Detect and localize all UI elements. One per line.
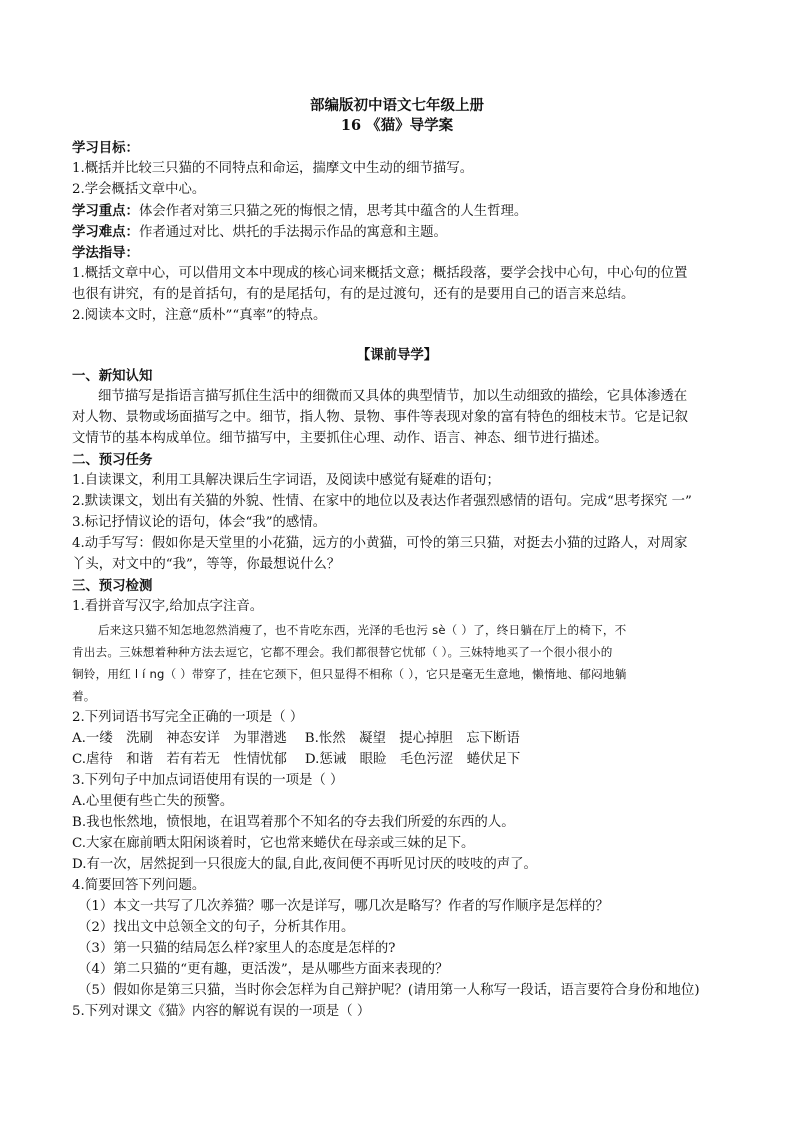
q4-item: （4）第二只猫的“更有趣，更活泼”，是从哪些方面来表现的？ bbox=[78, 962, 449, 977]
q2-option-row bbox=[72, 729, 520, 749]
document-subtitle: 16 《猫》导学案 bbox=[340, 117, 454, 134]
part2-line: 1.自读课文，利用工具解决课后生字词语，及阅读中感觉有疑难的语句； bbox=[72, 473, 500, 488]
q2-option-c: C.虐待 和谐 若有若无 性情忧郁 bbox=[72, 752, 287, 767]
q1-passage-line: 着。 bbox=[72, 689, 96, 703]
q3-option: D.有一次，居然捉到一只很庞大的鼠,自此,夜间便不再听见讨厌的吱吱的声了。 bbox=[72, 857, 537, 872]
part1-line: 对人物、景物或场面描写之中。细节，指人物、景物、事件等表现对象的富有特色的细枝末节。它是记叙 bbox=[72, 410, 688, 425]
q3-option: C.大家在廊前晒太阳闲谈着时，它也常来蜷伏在母亲或三妹的足下。 bbox=[72, 836, 475, 851]
objective-item: 1.概括并比较三只猫的不同特点和命运，揣摩文中生动的细节描写。 bbox=[72, 161, 474, 176]
objective-item: 2.学会概括文章中心。 bbox=[72, 182, 206, 197]
q3-option: B.我也怅然地，愤恨地，在诅骂着那个不知名的夺去我们所爱的东西的人。 bbox=[72, 815, 515, 830]
q2-option-row bbox=[72, 750, 520, 770]
q4-item: （5）假如你是第三只猫，当时你会怎样为自己辩护呢？(请用第一人称写一段话，语言要符合身份和地位) bbox=[78, 983, 700, 998]
objectives-heading: 学习目标： bbox=[72, 140, 139, 156]
key-point-text: 体会作者对第三只猫之死的悔恨之情，思考其中蕴含的人生哲理。 bbox=[138, 204, 528, 219]
method-line: 2.阅读本文时，注意“质朴”“真率”的特点。 bbox=[72, 308, 327, 323]
key-point bbox=[72, 201, 527, 222]
q2-stem: 2.下列词语书写完全正确的一项是（ ） bbox=[72, 710, 304, 725]
difficulty-label: 学习难点： bbox=[72, 224, 139, 240]
key-point-label: 学习重点： bbox=[72, 203, 139, 219]
part3-heading: 三、预习检测 bbox=[72, 578, 153, 594]
q4-item: （1）本文一共写了几次养猫？哪一次是详写，哪几次是略写？作者的写作顺序是怎样的？ bbox=[78, 899, 609, 914]
q4-item: （2）找出文中总领全文的句子，分析其作用。 bbox=[78, 920, 355, 935]
section-title: 【课前导学】 bbox=[356, 347, 438, 363]
q1-passage-line: 肯出去。三妹想着种种方法去逗它，它都不理会。我们都很替它忧郁（ ）。三妹特地买了一个很小很小的 bbox=[72, 645, 613, 659]
q1-passage-line: 后来这只猫不知怎地忽然消瘦了，也不肯吃东西，光泽的毛也污 sè（ ）了，终日躺在厅上的椅下，不 bbox=[98, 623, 627, 637]
q3-stem: 3.下列句子中加点词语使用有误的一项是（ ） bbox=[72, 773, 344, 788]
part1-heading: 一、新知认知 bbox=[72, 368, 153, 384]
difficulty bbox=[72, 222, 447, 243]
q2-option-b: B.怅然 凝望 提心掉胆 忘下断语 bbox=[304, 731, 520, 746]
method-heading: 学法指导： bbox=[72, 245, 139, 261]
part1-line: 细节描写是指语言描写抓住生活中的细微而又具体的典型情节，加以生动细致的描绘，它具体渗透在 bbox=[98, 389, 688, 404]
part1-line: 文情节的基本构成单位。细节描写中，主要抓住心理、动作、语言、神态、细节进行描述。 bbox=[72, 431, 608, 446]
part2-line: 丫头，对文中的“我”，等等，你最想说什么？ bbox=[72, 557, 341, 572]
q5-stem: 5.下列对课文《猫》内容的解说有误的一项是（ ） bbox=[72, 1004, 371, 1019]
document-title: 部编版初中语文七年级上册 bbox=[310, 97, 484, 114]
method-line: 也很有讲究，有的是首括句，有的是尾括句，有的是过渡句，还有的是要用自己的语言来总结。 bbox=[72, 287, 635, 302]
q1-passage-line: 铜铃，用红 l í ng（ ）带穿了，挂在它颈下，但只显得不相称（ ），它只是毫无生意地，懒惰地、郁闷地躺 bbox=[72, 667, 627, 681]
part2-line: 3.标记抒情议论的语句，体会“我”的感情。 bbox=[72, 515, 327, 530]
q2-option-a: A.一缕 洗刷 神态安详 为罪潜逃 bbox=[72, 731, 287, 746]
part2-heading: 二、预习任务 bbox=[72, 452, 153, 468]
part2-line: 4.动手写写：假如你是天堂里的小花猫，远方的小黄猫，可怜的第三只猫，对挺去小猫的过路人，对周家 bbox=[72, 536, 688, 551]
q4-stem: 4.简要回答下列问题。 bbox=[72, 878, 206, 893]
q4-item: （3）第一只猫的结局怎么样?家里人的态度是怎样的? bbox=[78, 941, 396, 956]
q1-stem: 1.看拼音写汉字,给加点字注音。 bbox=[72, 599, 264, 614]
q3-option: A.心里便有些亡失的预警。 bbox=[72, 794, 234, 809]
difficulty-text: 作者通过对比、烘托的手法揭示作品的寓意和主题。 bbox=[138, 225, 447, 240]
part2-line: 2.默读课文，划出有关猫的外貌、性情、在家中的地位以及表达作者强烈感情的语句。完成“思考探究 一” bbox=[72, 494, 692, 509]
q2-option-d: D.惩诫 眼睑 毛色污涩 蜷伏足下 bbox=[304, 752, 521, 767]
method-line: 1.概括文章中心，可以借用文本中现成的核心词来概括文意；概括段落，要学会找中心句，中心句的位置 bbox=[72, 266, 688, 281]
